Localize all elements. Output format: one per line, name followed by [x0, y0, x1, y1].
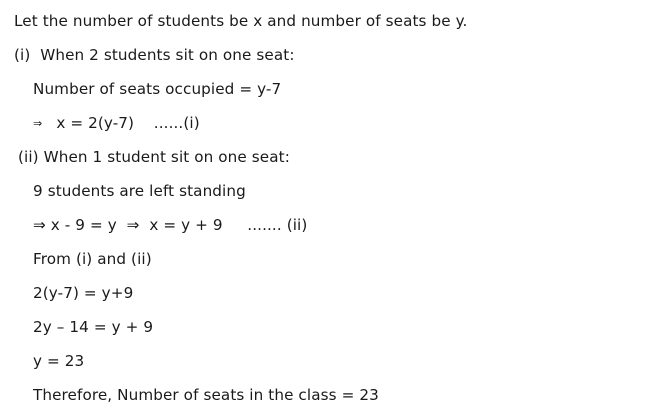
case-1-heading: (i) When 2 students sit on one seat:	[14, 46, 295, 64]
step-1-line: 2(y-7) = y+9	[33, 284, 134, 302]
seats-occupied-line: Number of seats occupied = y-7	[33, 80, 282, 98]
step-3-line: y = 23	[33, 352, 85, 370]
conclusion-line: Therefore, Number of seats in the class = 23	[33, 386, 379, 404]
intro-line: Let the number of students be x and number of seats be y.	[14, 12, 468, 30]
equation-i: x = 2(y-7) ......(i)	[56, 114, 200, 132]
equation-ii-line: ⇒ x - 9 = y ⇒ x = y + 9 ....... (ii)	[33, 216, 308, 234]
from-line: From (i) and (ii)	[33, 250, 152, 268]
standing-line: 9 students are left standing	[33, 182, 246, 200]
step-2-line: 2y – 14 = y + 9	[33, 318, 154, 336]
equation-i-line	[33, 114, 200, 133]
implies-arrow-icon: ⇒	[33, 117, 43, 130]
case-2-heading: (ii) When 1 student sit on one seat:	[18, 148, 290, 166]
